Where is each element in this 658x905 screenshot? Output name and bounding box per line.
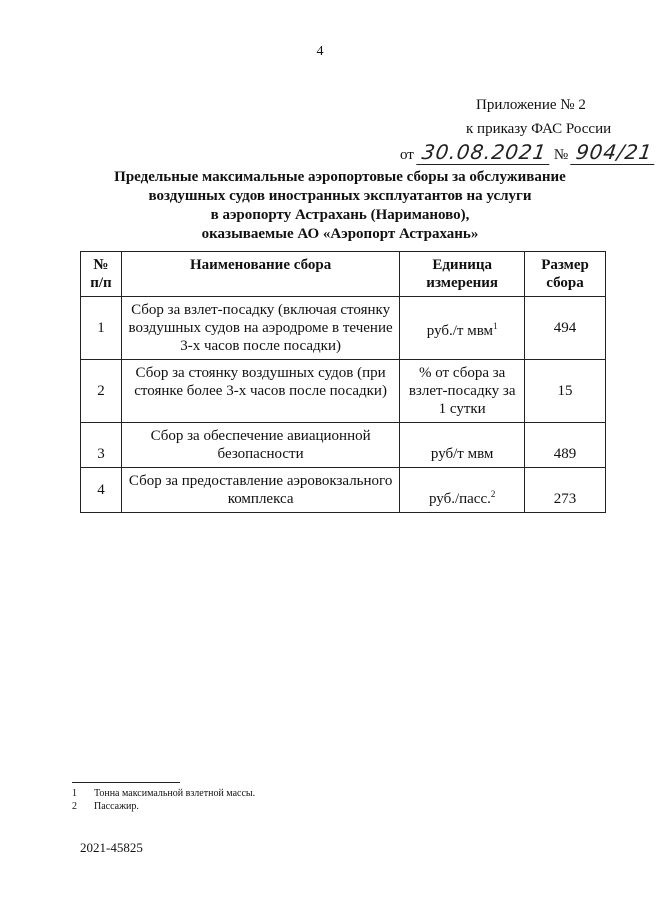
handwritten-number: 904/21 [570,140,658,165]
header-number: № п/п [81,252,122,297]
header-unit: Единица измерения [400,252,525,297]
footnote-ref: 2 [490,489,496,499]
row-rate: 489 [525,423,606,468]
footnote-1 [72,788,255,799]
table-row [81,468,606,513]
row-unit: руб/т мвм [400,423,525,468]
row-unit [400,297,525,360]
header-rate: Размер сбора [525,252,606,297]
annex-label: Приложение № 2 [476,97,586,113]
footnote-divider [72,782,180,783]
footnote-mark: 1 [72,788,77,799]
table-header-row [81,252,606,297]
row-fee-name: Сбор за обеспечение авиационной безопасности [121,423,399,468]
title-line: в аэропорту Астрахань (Нариманово), [210,207,470,223]
row-number: 2 [81,360,122,423]
footnote-text: Пассажир. [94,801,139,812]
row-number: 3 [81,423,122,468]
table-row [81,423,606,468]
unit-text: руб./т мвм [426,322,494,339]
footnote-mark: 2 [72,801,77,812]
date-prefix: от [400,147,414,163]
unit-text: руб./пасс. [428,491,491,507]
document-title [80,168,600,244]
row-rate: 15 [525,360,606,423]
number-prefix: № [553,147,569,163]
title-line: оказываемые АО «Аэропорт Астрахань» [201,226,479,242]
document-id: 2021-45825 [80,840,143,855]
row-fee-name: Сбор за предоставление аэровокзального комплекса [121,468,399,513]
table-row [81,297,606,360]
row-fee-name: Сбор за взлет-посадку (включая стоянку воздушных судов на аэродроме в течение 3-х часов после посадки) [121,297,399,360]
title-line: воздушных судов иностранных эксплуатантов на услуги [148,188,532,204]
header-fee-name: Наименование сбора [121,252,399,297]
page-number: 4 [316,44,324,59]
title-line: Предельные максимальные аэропортовые сборы за обслуживание [114,169,566,185]
footnote-2 [72,801,139,812]
footnote-text: Тонна максимальной взлетной массы. [94,788,256,799]
row-unit [400,468,525,513]
fees-table [80,251,606,513]
row-unit: % от сбора за взлет-посадку за 1 сутки [400,360,525,423]
row-rate: 494 [525,297,606,360]
handwritten-date: 30.08.2021 [416,140,552,165]
row-fee-name: Сбор за стоянку воздушных судов (при стоянке более 3-х часов после посадки) [121,360,399,423]
row-number: 4 [81,468,122,513]
footnote-ref: 1 [493,320,498,331]
order-reference: к приказу ФАС России [466,121,612,137]
row-rate: 273 [525,468,606,513]
order-date-number [400,140,656,165]
table-row [81,360,606,423]
row-number: 1 [81,297,122,360]
